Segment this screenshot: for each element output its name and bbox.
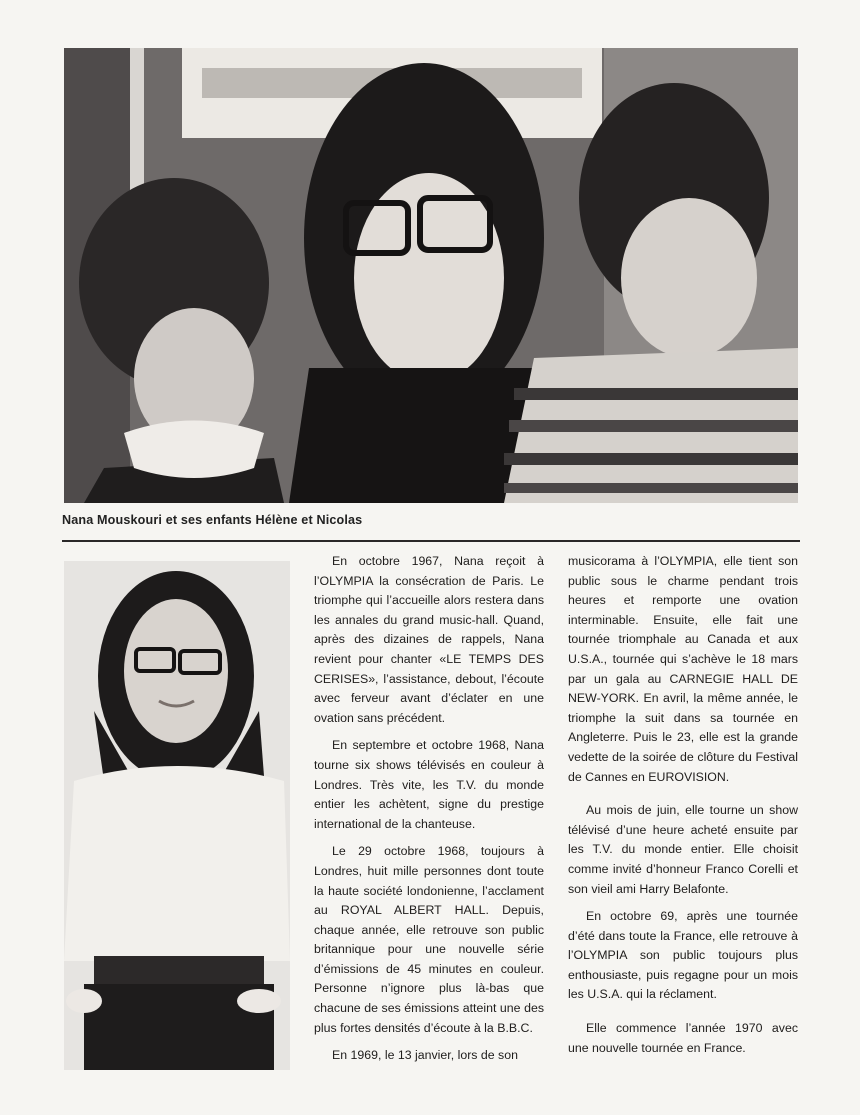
paragraph: musicorama à l’OLYMPIA, elle tient son public sous le charme pendant trois heures et remporte une ovation interminable. Ensuite, elle fait une tournée triomphale au Canada et aux U.S.A., tournée qui s’achève le 18 mars par un gala au CARNEGIE HALL DE NEW-YORK. En avril, la même année, le triomphe la suit dans sa tournée en Angleterre. Puis le 23, elle est la grande vedette de la soirée de clôture du Festival de Cannes en EUROVISION. <box>568 554 798 784</box>
paragraph: Elle commence l’année 1970 avec une nouvelle tournée en France. <box>568 1021 798 1055</box>
paragraph: En 1969, le 13 janvier, lors de son <box>332 1048 518 1063</box>
paragraph: Au mois de juin, elle tourne un show télévisé d’une heure acheté ensuite par les T.V. du monde entier. Elle choisit comme invité d’honneur Franco Corelli et son vieil ami Harry Belafonte. <box>568 803 798 896</box>
paragraph: En octobre 69, après une tournée d’été dans toute la France, elle retrouve à l’OLYMPIA son public toujours plus enthousiaste, puis regagne pour un mois les U.S.A. qui la réclament. <box>568 909 798 1002</box>
family-photo-image <box>64 48 798 503</box>
portrait-photo <box>64 561 290 1070</box>
section-divider <box>62 540 800 542</box>
family-photo <box>64 48 798 503</box>
text-column-2 <box>568 552 798 1066</box>
photo-caption: Nana Mouskouri et ses enfants Hélène et Nicolas <box>62 513 363 527</box>
paragraph: En septembre et octobre 1968, Nana tourne six shows télévisés en couleur à Londres. Très vite, les T.V. du monde entier les achètent, signe du prestige international de la chanteuse. <box>314 738 544 831</box>
portrait-photo-image <box>64 561 290 1070</box>
paragraph: En octobre 1967, Nana reçoit à l’OLYMPIA la consécration de Paris. Le triomphe qui l’accueille alors restera dans les annales du grand music-hall. Quand, après des dizaines de rappels, Nana revient pour chanter «LE TEMPS DES CERISES», l’assistance, debout, l’écoute avec ferveur avant d’éclater en une ovation sans précédent. <box>314 554 544 725</box>
text-column-1 <box>314 552 544 1066</box>
paragraph: Le 29 octobre 1968, toujours à Londres, huit mille personnes dont toute la haute société londonienne, l’acclament au ROYAL ALBERT HALL. Depuis, chaque année, elle retrouve son public britannique pour une nouvelle série d’émissions de 45 minutes en couleur. Personne n’ignore plus là-bas que chacune de ses émissions atteint une des plus fortes densités d’écoute à la B.B.C. <box>314 844 544 1035</box>
